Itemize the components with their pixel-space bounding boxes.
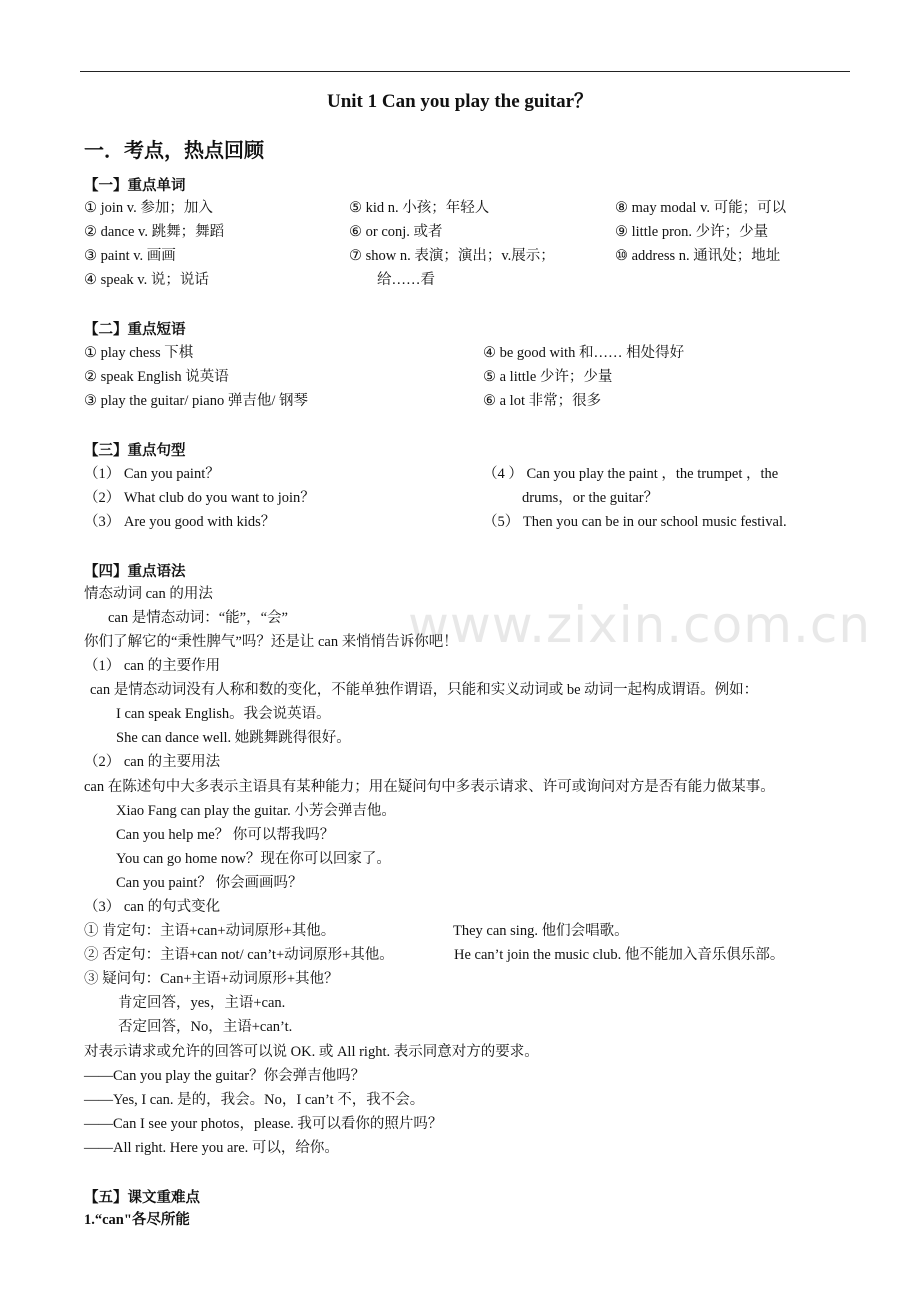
word-item: ⑧ may modal v. 可能；可以 — [615, 200, 787, 216]
pattern-affirmative-example: They can sing. 他们会唱歌。 — [453, 923, 629, 939]
words-heading: 【一】重点单词 — [84, 178, 186, 194]
word-item: ① join v. 参加；加入 — [84, 200, 213, 216]
grammar-line: can 是情态动词：“能”，“会” — [108, 610, 288, 626]
phrases-grid — [84, 343, 864, 415]
example-line: Xiao Fang can play the guitar. 小芳会弹吉他。 — [116, 803, 396, 819]
section-heading: 一．考点，热点回顾 — [84, 138, 264, 162]
answer-yes: 肯定回答，yes，主语+can. — [118, 995, 286, 1011]
text-item: 1.“can"各尽所能 — [84, 1212, 190, 1228]
word-item-continued: 给……看 — [377, 272, 435, 288]
page-title: Unit 1 Can you play the guitar？ — [326, 91, 594, 112]
text-heading: 【五】课文重难点 — [84, 1190, 200, 1206]
word-item: ② dance v. 跳舞；舞蹈 — [84, 224, 225, 240]
grammar-line: can 是情态动词没有人称和数的变化，不能单独作谓语，只能和实义动词或 be 动词一起构成谓语。例如： — [90, 682, 759, 698]
example-line: Can you help me？ 你可以帮我吗？ — [116, 827, 335, 843]
phrase-item: ② speak English 说英语 — [84, 369, 229, 385]
sentence-item: （1） Can you paint？ — [84, 466, 220, 482]
sentences-heading: 【三】重点句型 — [84, 443, 186, 459]
word-item: ⑨ little pron. 少许；少量 — [615, 224, 769, 240]
word-item: ④ speak v. 说；说话 — [84, 272, 209, 288]
dialog-line: ——All right. Here you are. 可以，给你。 — [84, 1140, 339, 1156]
grammar-line: （2） can 的主要用法 — [84, 754, 221, 770]
grammar-heading: 【四】重点语法 — [84, 564, 186, 580]
grammar-line: 情态动词 can 的用法 — [84, 586, 213, 602]
watermark: www.zixin.com.cn — [408, 596, 872, 654]
phrase-item: ④ be good with 和…… 相处得好 — [483, 345, 685, 361]
words-grid — [84, 198, 864, 294]
ok-note: 对表示请求或允许的回答可以说 OK. 或 All right. 表示同意对方的要求。 — [84, 1044, 539, 1060]
example-line: I can speak English。我会说英语。 — [116, 706, 331, 722]
pattern-negative-example: He can’t join the music club. 他不能加入音乐俱乐部。 — [454, 947, 785, 963]
word-item: ⑤ kid n. 小孩；年轻人 — [349, 200, 490, 216]
answer-no: 否定回答，No，主语+can’t. — [118, 1019, 293, 1035]
grammar-line: 你们了解它的“秉性脾气”吗？还是让 can 来悄悄告诉你吧！ — [84, 634, 458, 650]
pattern-question: ③ 疑问句：Can+主语+动词原形+其他？ — [84, 971, 339, 987]
grammar-line: can 在陈述句中大多表示主语具有某种能力；用在疑问句中多表示请求、许可或询问对方是否有能力做某事。 — [84, 779, 775, 795]
sentences-grid — [84, 464, 864, 536]
dialog-line: ——Yes, I can. 是的，我会。No，I can’t 不，我不会。 — [84, 1092, 425, 1108]
grammar-line: （3） can 的句式变化 — [84, 899, 221, 915]
sentence-item: （3） Are you good with kids？ — [84, 514, 276, 530]
example-line: You can go home now？现在你可以回家了。 — [116, 851, 391, 867]
pattern-affirmative: ① 肯定句：主语+can+动词原形+其他。 — [84, 923, 336, 939]
word-item: ⑦ show n. 表演；演出；v.展示； — [349, 248, 555, 264]
grammar-line: （1） can 的主要作用 — [84, 658, 221, 674]
top-rule — [80, 71, 850, 72]
example-line: Can you paint？ 你会画画吗？ — [116, 875, 303, 891]
sentence-item: （5） Then you can be in our school music festival. — [483, 514, 787, 530]
sentence-item: （4 ） Can you play the paint ，the trumpet ，the — [483, 466, 779, 482]
dialog-line: ——Can I see your photos，please. 我可以看你的照片吗？ — [84, 1116, 443, 1132]
phrase-item: ⑥ a lot 非常；很多 — [483, 393, 602, 409]
word-item: ⑩ address n. 通讯处；地址 — [615, 248, 781, 264]
pattern-negative: ② 否定句：主语+can not/ can’t+动词原形+其他。 — [84, 947, 394, 963]
phrase-item: ⑤ a little 少许；少量 — [483, 369, 613, 385]
sentence-item-continued: drums，or the guitar？ — [522, 490, 659, 506]
word-item: ⑥ or conj. 或者 — [349, 224, 443, 240]
example-line: She can dance well. 她跳舞跳得很好。 — [116, 730, 351, 746]
sentence-item: （2） What club do you want to join？ — [84, 490, 315, 506]
phrases-heading: 【二】重点短语 — [84, 322, 186, 338]
word-item: ③ paint v. 画画 — [84, 248, 176, 264]
phrase-item: ① play chess 下棋 — [84, 345, 194, 361]
phrase-item: ③ play the guitar/ piano 弹吉他/ 钢琴 — [84, 393, 309, 409]
dialog-line: ——Can you play the guitar？你会弹吉他吗？ — [84, 1068, 366, 1084]
